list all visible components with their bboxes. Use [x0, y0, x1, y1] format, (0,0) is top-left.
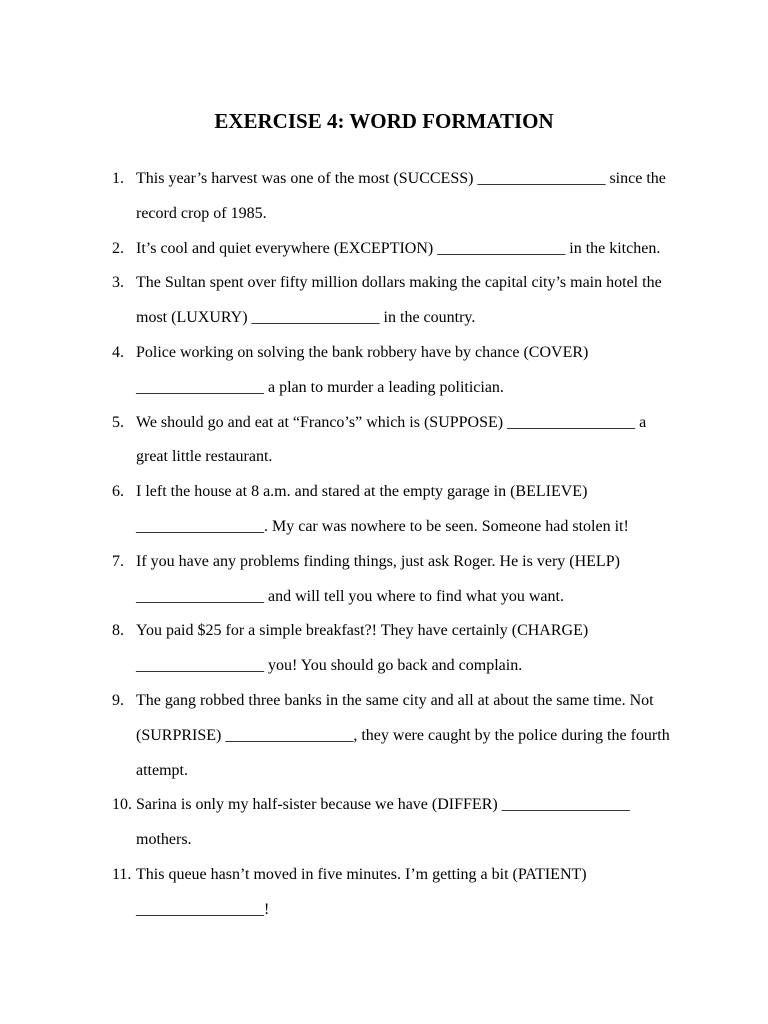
item-text: You paid $25 for a simple breakfast?! They have certainly (CHARGE) ________________ you! You should go back and complain. — [136, 622, 589, 675]
list-item — [112, 858, 682, 928]
list-item — [112, 614, 682, 684]
list-item — [112, 266, 682, 336]
item-number: 7. — [112, 552, 124, 570]
list-item — [112, 545, 682, 615]
item-text: The gang robbed three banks in the same city and all at about the same time. Not (SURPRISE) ________________, they were caught by the police during the fourth attempt. — [136, 691, 670, 779]
list-item — [112, 232, 682, 267]
item-number: 8. — [112, 622, 124, 640]
exercise-list — [112, 162, 682, 928]
item-number: 9. — [112, 691, 124, 709]
item-text: This year’s harvest was one of the most (SUCCESS) ________________ since the record crop of 1985. — [136, 170, 666, 222]
item-text: I left the house at 8 a.m. and stared at the empty garage in (BELIEVE) ________________. My car was nowhere to be seen. Someone had stolen it! — [136, 483, 629, 535]
item-text: We should go and eat at “Franco’s” which is (SUPPOSE) ________________ a great little restaurant. — [136, 413, 647, 466]
item-number: 3. — [112, 274, 124, 292]
item-number: 5. — [112, 413, 124, 431]
list-item — [112, 336, 682, 406]
item-number: 6. — [112, 483, 124, 501]
list-item — [112, 162, 682, 232]
item-number: 11. — [112, 865, 132, 883]
item-text: This queue hasn’t moved in five minutes. I’m getting a bit (PATIENT) ________________! — [136, 865, 587, 918]
item-text: It’s cool and quiet everywhere (EXCEPTION) ________________ in the kitchen. — [136, 239, 661, 257]
list-item — [112, 788, 682, 858]
item-text: Police working on solving the bank robbery have by chance (COVER) ________________ a plan to murder a leading politician. — [136, 343, 589, 396]
item-number: 4. — [112, 343, 124, 361]
item-number: 10. — [112, 796, 132, 814]
list-item — [112, 684, 682, 788]
item-text: Sarina is only my half-sister because we have (DIFFER) ________________ mothers. — [136, 796, 630, 849]
item-text: If you have any problems finding things, just ask Roger. He is very (HELP) ________________ and will tell you where to find what you want. — [136, 552, 620, 605]
list-item — [112, 406, 682, 476]
page-title: EXERCISE 4: WORD FORMATION — [214, 109, 554, 133]
item-text: The Sultan spent over fifty million dollars making the capital city’s main hotel the most (LUXURY) ________________ in the country. — [136, 274, 662, 327]
item-number: 1. — [112, 170, 124, 187]
list-item — [112, 475, 682, 545]
item-number: 2. — [112, 239, 124, 257]
